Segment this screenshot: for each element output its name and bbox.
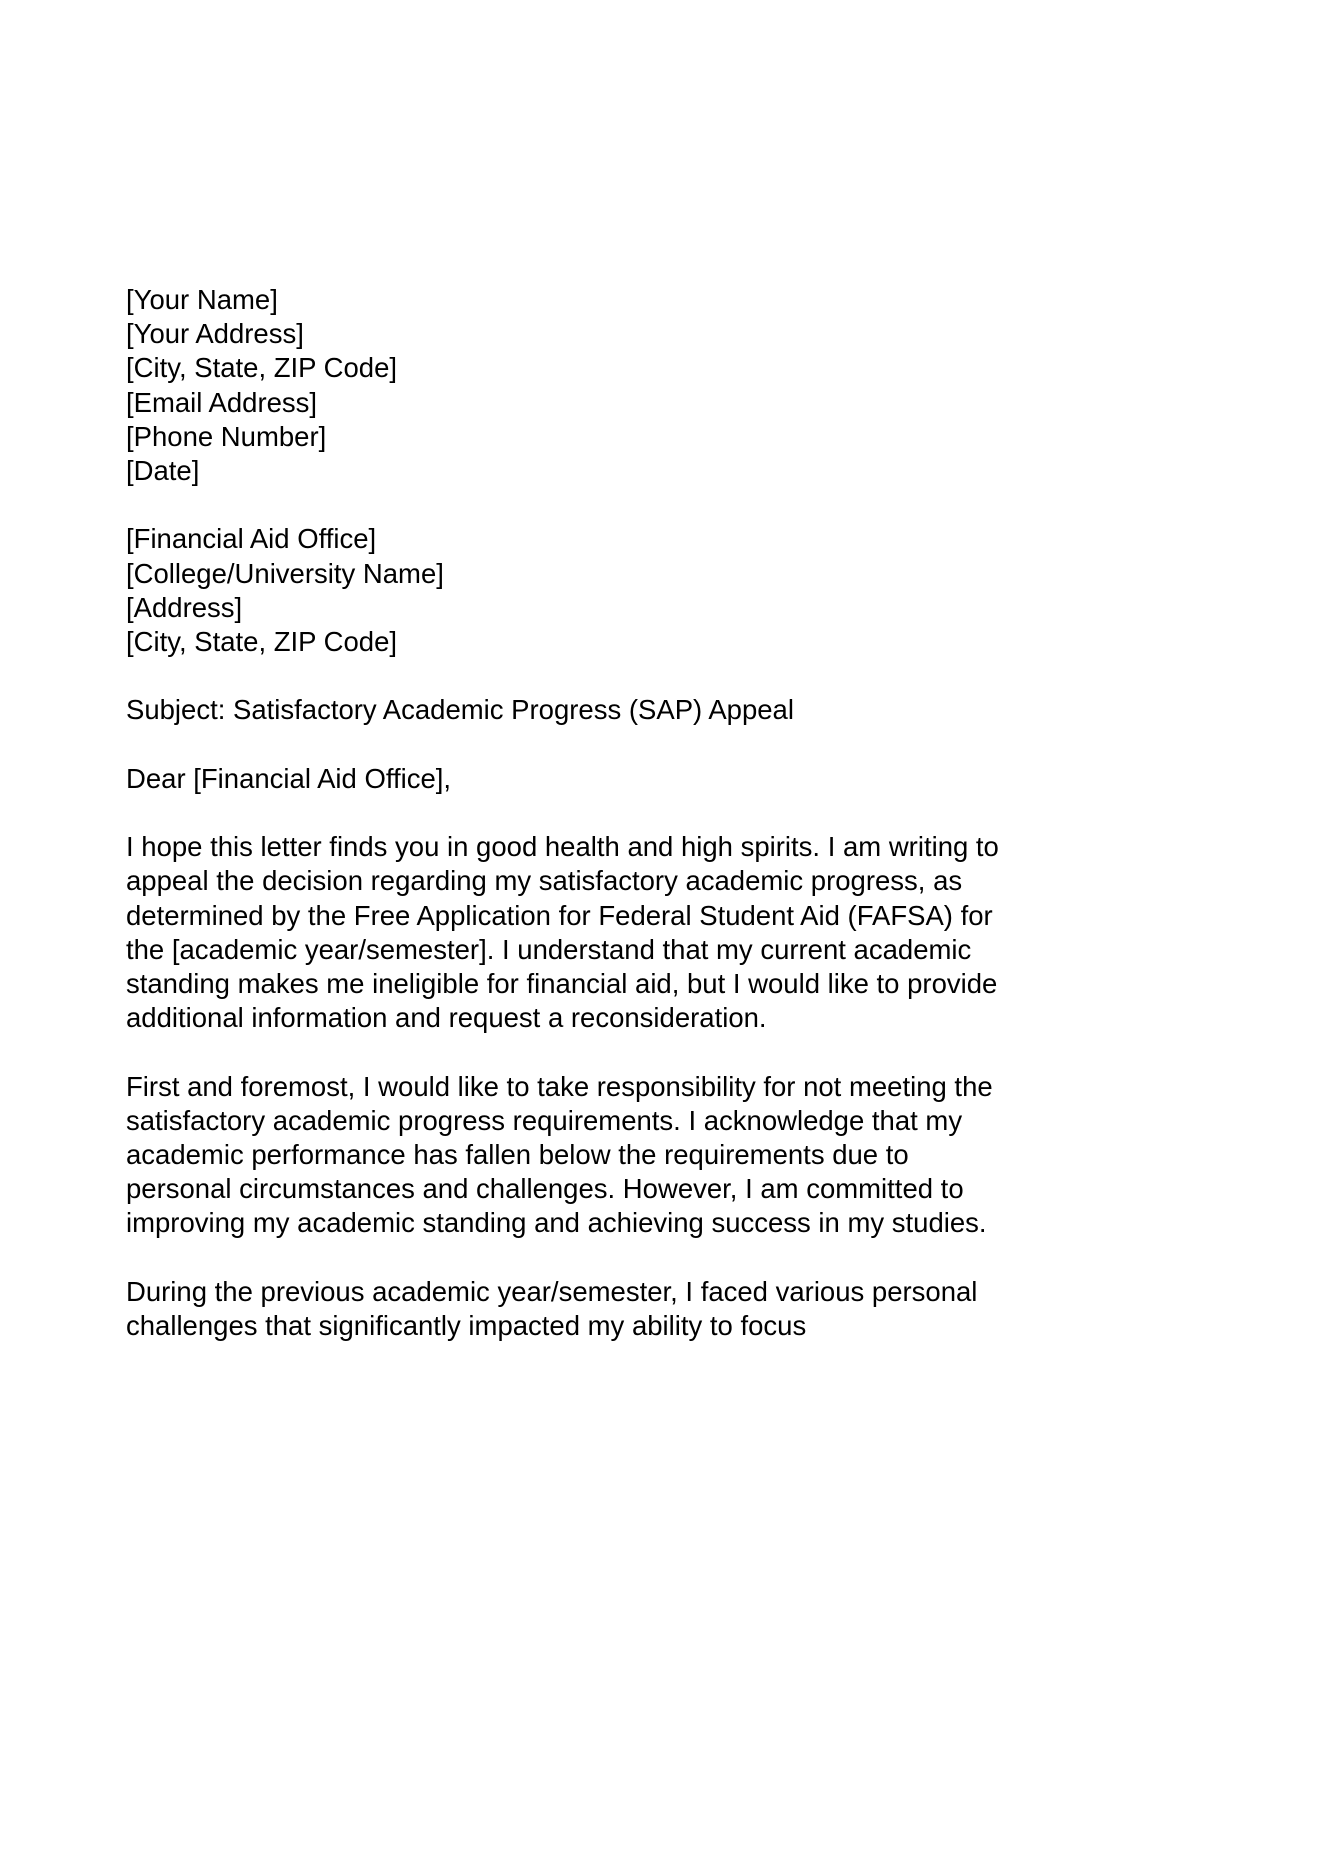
letter-body [126, 283, 1006, 1343]
recipient-line-institution: [College/University Name] [126, 557, 444, 589]
body-paragraph-2: First and foremost, I would like to take responsibility for not meeting the satisfactory academic progress requirements. I acknowledge that my academic performance has fallen below the requirements due to personal circumstances and challenges. However, I am committed to improving my academic standing and achieving success in my studies. [126, 1070, 993, 1239]
sender-line-date: [Date] [126, 455, 200, 487]
recipient-line-city-state-zip: [City, State, ZIP Code] [126, 626, 398, 658]
sender-line-address: [Your Address] [126, 318, 304, 350]
subject-line: Subject: Satisfactory Academic Progress (SAP) Appeal [126, 694, 794, 726]
recipient-address-block [126, 522, 1006, 659]
recipient-line-office: [Financial Aid Office] [126, 523, 377, 555]
sender-line-phone: [Phone Number] [126, 420, 327, 452]
recipient-line-address: [Address] [126, 591, 243, 623]
sender-line-email: [Email Address] [126, 386, 318, 418]
body-paragraph-3: During the previous academic year/semester, I faced various personal challenges that significantly impacted my ability to focus [126, 1275, 978, 1341]
sender-address-block [126, 283, 1006, 488]
sender-line-name: [Your Name] [126, 284, 278, 315]
body-paragraph-1: I hope this letter finds you in good health and high spirits. I am writing to appeal the decision regarding my satisfactory academic progress, as determined by the Free Application for Federal Student Aid (FAFSA) for the [academic year/semester]. I understand that my current academic standing makes me ineligible for financial aid, but I would like to provide additional information and request a reconsideration. [126, 831, 999, 1034]
salutation: Dear [Financial Aid Office], [126, 762, 452, 794]
sender-line-city-state-zip: [City, State, ZIP Code] [126, 352, 398, 384]
